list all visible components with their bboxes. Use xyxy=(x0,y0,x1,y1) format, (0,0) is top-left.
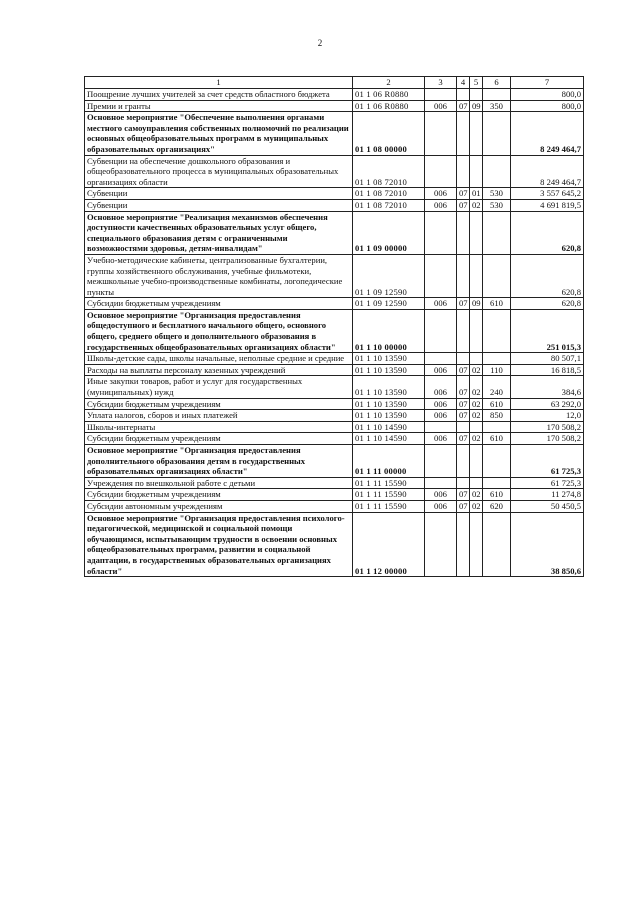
row-name-cell: Премии и гранты xyxy=(85,100,353,112)
row-grbs-cell xyxy=(425,512,457,577)
table-row xyxy=(85,364,584,376)
row-code-cell: 01 1 10 13590 xyxy=(353,353,425,365)
row-grbs-cell: 006 xyxy=(425,433,457,445)
row-amount-cell: 16 818,5 xyxy=(511,364,584,376)
row-amount-cell: 61 725,3 xyxy=(511,477,584,489)
table-row xyxy=(85,489,584,501)
row-name-cell: Субсидии бюджетным учреждениям xyxy=(85,489,353,501)
header-cell: 7 xyxy=(511,77,584,89)
row-expense-type-cell: 110 xyxy=(483,364,511,376)
row-name-cell: Уплата налогов, сборов и иных платежей xyxy=(85,410,353,422)
row-name-cell: Субвенции xyxy=(85,199,353,211)
row-amount-cell: 12,0 xyxy=(511,410,584,422)
row-grbs-cell: 006 xyxy=(425,199,457,211)
row-code-cell: 01 1 10 13590 xyxy=(353,364,425,376)
row-amount-cell: 3 557 645,2 xyxy=(511,188,584,200)
row-grbs-cell xyxy=(425,254,457,297)
row-code-cell: 01 1 10 13590 xyxy=(353,410,425,422)
row-name-cell: Субсидии бюджетным учреждениям xyxy=(85,433,353,445)
row-subsection-cell: 02 xyxy=(470,364,483,376)
row-subsection-cell xyxy=(470,309,483,352)
row-subsection-cell xyxy=(470,254,483,297)
table-row xyxy=(85,398,584,410)
row-section-cell xyxy=(457,421,470,433)
row-name-cell: Поощрение лучших учителей за счет средств областного бюджета xyxy=(85,89,353,101)
row-section-cell xyxy=(457,309,470,352)
row-subsection-cell: 02 xyxy=(470,410,483,422)
row-expense-type-cell: 610 xyxy=(483,398,511,410)
row-section-cell: 07 xyxy=(457,410,470,422)
row-grbs-cell: 006 xyxy=(425,376,457,398)
row-section-cell xyxy=(457,211,470,254)
row-section-cell: 07 xyxy=(457,100,470,112)
header-cell: 3 xyxy=(425,77,457,89)
row-name-cell: Основное мероприятие "Организация предоставления общедоступного и бесплатного начального общего, основного общего, среднего общего и дополнительного образования в государственных общеобразовательных организациях области" xyxy=(85,309,353,352)
row-section-cell xyxy=(457,512,470,577)
row-section-cell: 07 xyxy=(457,398,470,410)
row-code-cell: 01 1 08 72010 xyxy=(353,155,425,188)
row-name-cell: Основное мероприятие "Обеспечение выполнения органами местного самоуправления собственных полномочий по реализации основных общеобразовательных программ в муниципальных образовательных организациях" xyxy=(85,112,353,155)
row-name-cell: Школы-интернаты xyxy=(85,421,353,433)
row-expense-type-cell: 530 xyxy=(483,188,511,200)
row-expense-type-cell xyxy=(483,155,511,188)
row-amount-cell: 63 292,0 xyxy=(511,398,584,410)
header-cell: 6 xyxy=(483,77,511,89)
row-amount-cell: 620,8 xyxy=(511,298,584,310)
row-expense-type-cell xyxy=(483,211,511,254)
row-expense-type-cell: 610 xyxy=(483,489,511,501)
row-section-cell xyxy=(457,155,470,188)
row-section-cell: 07 xyxy=(457,298,470,310)
row-code-cell: 01 1 10 00000 xyxy=(353,309,425,352)
table-row-main-activity xyxy=(85,211,584,254)
row-expense-type-cell xyxy=(483,309,511,352)
row-expense-type-cell: 240 xyxy=(483,376,511,398)
table-row xyxy=(85,433,584,445)
row-name-cell: Иные закупки товаров, работ и услуг для государственных (муниципальных) нужд xyxy=(85,376,353,398)
row-amount-cell: 620,8 xyxy=(511,211,584,254)
table-row xyxy=(85,199,584,211)
row-subsection-cell: 02 xyxy=(470,376,483,398)
row-expense-type-cell: 530 xyxy=(483,199,511,211)
row-section-cell: 07 xyxy=(457,500,470,512)
row-code-cell: 01 1 11 15590 xyxy=(353,500,425,512)
row-code-cell: 01 1 06 R0880 xyxy=(353,100,425,112)
row-expense-type-cell xyxy=(483,112,511,155)
row-grbs-cell: 006 xyxy=(425,100,457,112)
table-header-row xyxy=(85,77,584,89)
row-section-cell xyxy=(457,89,470,101)
header-cell: 4 xyxy=(457,77,470,89)
row-name-cell: Расходы на выплаты персоналу казенных учреждений xyxy=(85,364,353,376)
row-subsection-cell xyxy=(470,353,483,365)
row-expense-type-cell: 350 xyxy=(483,100,511,112)
row-amount-cell: 38 850,6 xyxy=(511,512,584,577)
row-name-cell: Учебно-методические кабинеты, централизованные бухгалтерии, группы хозяйственного обслуживания, учебные фильмотеки, межшкольные учебно-производственные комбинаты, логопедические пункты xyxy=(85,254,353,297)
row-grbs-cell xyxy=(425,155,457,188)
row-expense-type-cell xyxy=(483,254,511,297)
row-grbs-cell xyxy=(425,477,457,489)
row-name-cell: Школы-детские сады, школы начальные, неполные средние и средние xyxy=(85,353,353,365)
row-section-cell: 07 xyxy=(457,364,470,376)
row-expense-type-cell: 610 xyxy=(483,433,511,445)
row-subsection-cell: 09 xyxy=(470,100,483,112)
row-amount-cell: 8 249 464,7 xyxy=(511,112,584,155)
row-subsection-cell xyxy=(470,477,483,489)
row-expense-type-cell: 620 xyxy=(483,500,511,512)
row-subsection-cell xyxy=(470,211,483,254)
table-row xyxy=(85,353,584,365)
row-subsection-cell: 02 xyxy=(470,199,483,211)
row-code-cell: 01 1 09 12590 xyxy=(353,298,425,310)
table-row-main-activity xyxy=(85,512,584,577)
row-section-cell: 07 xyxy=(457,376,470,398)
page-number: 2 xyxy=(317,38,323,48)
row-code-cell: 01 1 10 14590 xyxy=(353,421,425,433)
row-amount-cell: 61 725,3 xyxy=(511,445,584,478)
table-row xyxy=(85,421,584,433)
row-subsection-cell xyxy=(470,155,483,188)
row-name-cell: Субсидии бюджетным учреждениям xyxy=(85,298,353,310)
header-cell: 2 xyxy=(353,77,425,89)
header-cell: 1 xyxy=(85,77,353,89)
row-subsection-cell: 09 xyxy=(470,298,483,310)
row-name-cell: Субвенции на обеспечение дошкольного образования и общеобразовательного процесса в муниципальных образовательных организациях области xyxy=(85,155,353,188)
row-subsection-cell xyxy=(470,512,483,577)
row-expense-type-cell: 850 xyxy=(483,410,511,422)
row-expense-type-cell xyxy=(483,512,511,577)
row-subsection-cell xyxy=(470,89,483,101)
row-subsection-cell: 02 xyxy=(470,398,483,410)
row-grbs-cell: 006 xyxy=(425,500,457,512)
row-grbs-cell: 006 xyxy=(425,298,457,310)
row-name-cell: Основное мероприятие "Организация предоставления дополнительного образования детям в государственных образовательных организациях области" xyxy=(85,445,353,478)
row-code-cell: 01 1 11 15590 xyxy=(353,477,425,489)
row-name-cell: Субвенции xyxy=(85,188,353,200)
row-amount-cell: 620,8 xyxy=(511,254,584,297)
row-amount-cell: 50 450,5 xyxy=(511,500,584,512)
row-amount-cell: 384,6 xyxy=(511,376,584,398)
row-expense-type-cell xyxy=(483,421,511,433)
row-subsection-cell: 01 xyxy=(470,188,483,200)
row-amount-cell: 170 508,2 xyxy=(511,421,584,433)
row-section-cell: 07 xyxy=(457,489,470,501)
row-section-cell: 07 xyxy=(457,433,470,445)
row-amount-cell: 251 015,3 xyxy=(511,309,584,352)
table-row xyxy=(85,298,584,310)
row-code-cell: 01 1 09 12590 xyxy=(353,254,425,297)
row-subsection-cell xyxy=(470,445,483,478)
row-code-cell: 01 1 11 00000 xyxy=(353,445,425,478)
row-code-cell: 01 1 11 15590 xyxy=(353,489,425,501)
header-cell: 5 xyxy=(470,77,483,89)
row-expense-type-cell xyxy=(483,445,511,478)
row-amount-cell: 80 507,1 xyxy=(511,353,584,365)
row-expense-type-cell xyxy=(483,477,511,489)
table-row xyxy=(85,376,584,398)
row-code-cell: 01 1 08 00000 xyxy=(353,112,425,155)
row-grbs-cell: 006 xyxy=(425,489,457,501)
row-code-cell: 01 1 10 14590 xyxy=(353,433,425,445)
row-section-cell xyxy=(457,445,470,478)
table-row xyxy=(85,155,584,188)
row-amount-cell: 11 274,8 xyxy=(511,489,584,501)
row-section-cell xyxy=(457,254,470,297)
row-code-cell: 01 1 10 13590 xyxy=(353,398,425,410)
row-grbs-cell xyxy=(425,421,457,433)
table-row xyxy=(85,254,584,297)
row-section-cell xyxy=(457,353,470,365)
row-grbs-cell xyxy=(425,445,457,478)
row-code-cell: 01 1 06 R0880 xyxy=(353,89,425,101)
row-grbs-cell: 006 xyxy=(425,410,457,422)
row-section-cell: 07 xyxy=(457,188,470,200)
row-grbs-cell: 006 xyxy=(425,398,457,410)
row-subsection-cell: 02 xyxy=(470,489,483,501)
row-code-cell: 01 1 08 72010 xyxy=(353,199,425,211)
row-subsection-cell: 02 xyxy=(470,500,483,512)
table-row xyxy=(85,89,584,101)
row-section-cell xyxy=(457,112,470,155)
row-name-cell: Субсидии автономным учреждениям xyxy=(85,500,353,512)
row-name-cell: Субсидии бюджетным учреждениям xyxy=(85,398,353,410)
row-grbs-cell xyxy=(425,309,457,352)
row-code-cell: 01 1 12 00000 xyxy=(353,512,425,577)
table-row-main-activity xyxy=(85,112,584,155)
row-grbs-cell xyxy=(425,211,457,254)
table-row-main-activity xyxy=(85,309,584,352)
row-grbs-cell xyxy=(425,89,457,101)
row-code-cell: 01 1 08 72010 xyxy=(353,188,425,200)
table-row xyxy=(85,188,584,200)
row-name-cell: Основное мероприятие "Организация предоставления психолого-педагогической, медицинской и социальной помощи обучающимся, испытывающим трудности в освоении основных общеобразовательных программ, развитии и социальной адаптации, в государственных образовательных организациях области" xyxy=(85,512,353,577)
row-amount-cell: 4 691 819,5 xyxy=(511,199,584,211)
row-code-cell: 01 1 09 00000 xyxy=(353,211,425,254)
row-expense-type-cell xyxy=(483,353,511,365)
row-expense-type-cell xyxy=(483,89,511,101)
row-name-cell: Основное мероприятие "Реализация механизмов обеспечения доступности качественных образовательных услуг общего, специального образования детям с ограниченными возможностями здоровья, детям-инвалидам" xyxy=(85,211,353,254)
row-name-cell: Учреждения по внешкольной работе с детьми xyxy=(85,477,353,489)
row-expense-type-cell: 610 xyxy=(483,298,511,310)
row-code-cell: 01 1 10 13590 xyxy=(353,376,425,398)
row-amount-cell: 170 508,2 xyxy=(511,433,584,445)
row-grbs-cell xyxy=(425,353,457,365)
table-row-main-activity xyxy=(85,445,584,478)
row-grbs-cell: 006 xyxy=(425,364,457,376)
row-section-cell: 07 xyxy=(457,199,470,211)
row-amount-cell: 800,0 xyxy=(511,89,584,101)
row-amount-cell: 800,0 xyxy=(511,100,584,112)
row-subsection-cell xyxy=(470,112,483,155)
table-row xyxy=(85,477,584,489)
table-row xyxy=(85,100,584,112)
row-grbs-cell xyxy=(425,112,457,155)
row-subsection-cell xyxy=(470,421,483,433)
row-amount-cell: 8 249 464,7 xyxy=(511,155,584,188)
table-row xyxy=(85,500,584,512)
row-subsection-cell: 02 xyxy=(470,433,483,445)
budget-table xyxy=(84,76,584,577)
row-section-cell xyxy=(457,477,470,489)
row-grbs-cell: 006 xyxy=(425,188,457,200)
table-row xyxy=(85,410,584,422)
